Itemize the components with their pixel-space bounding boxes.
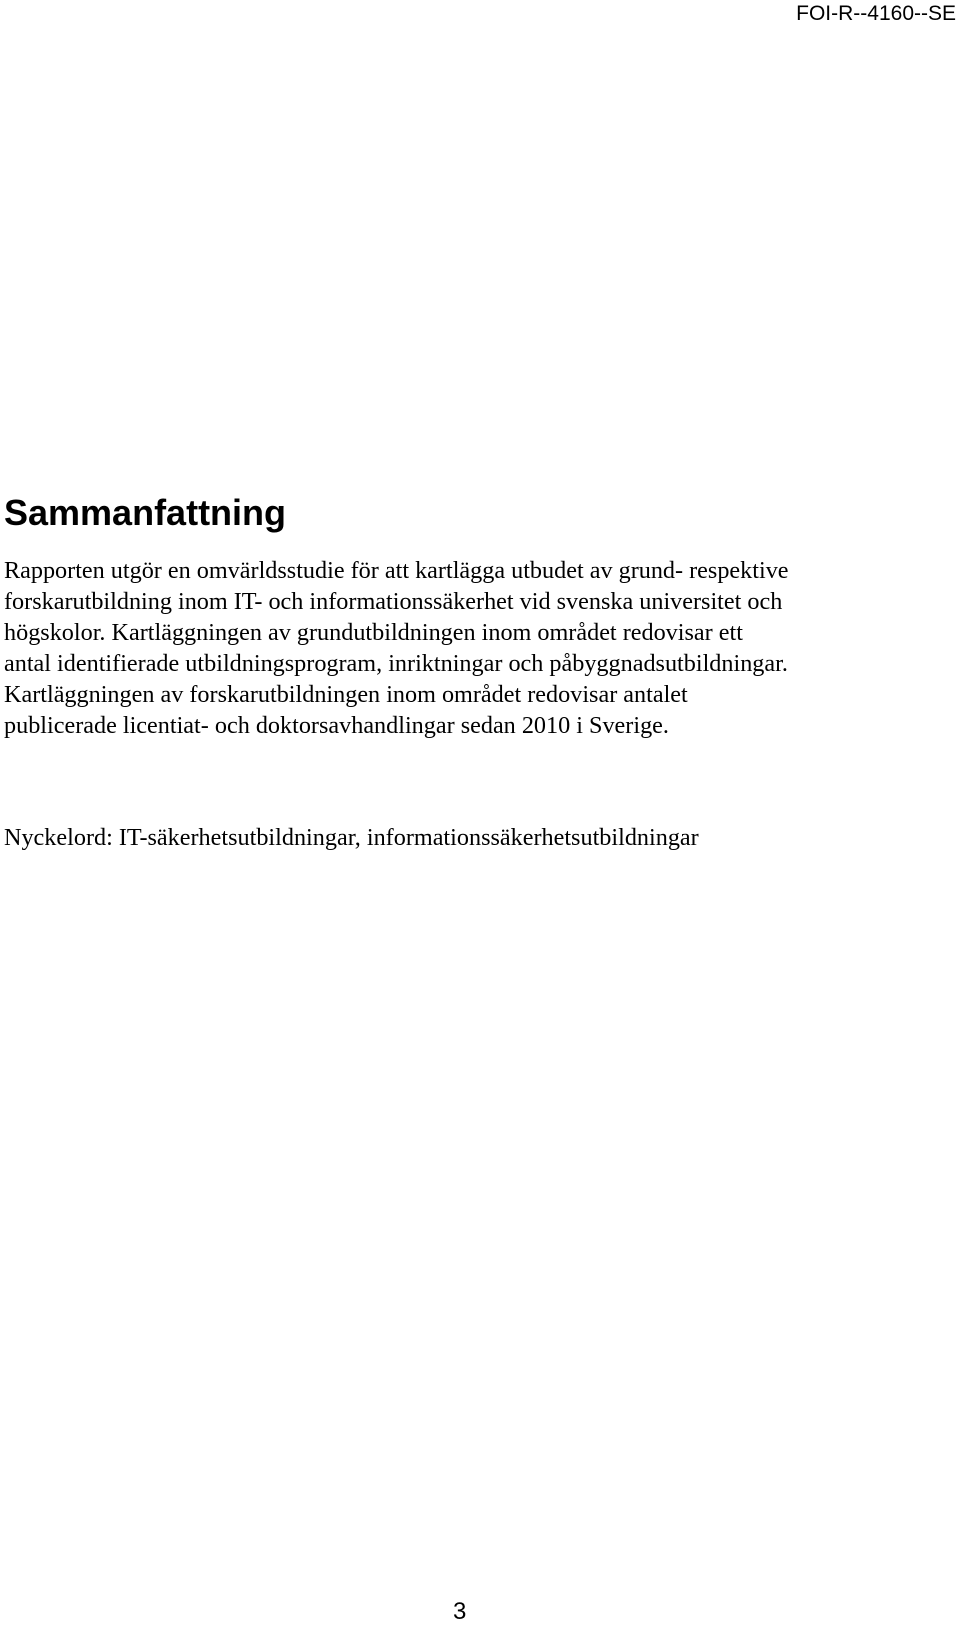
- abstract-line: forskarutbildning inom IT- och informationssäkerhet vid svenska universitet och: [4, 588, 783, 615]
- abstract-line: Kartläggningen av forskarutbildningen inom området redovisar antalet: [4, 681, 688, 708]
- abstract-paragraph: [4, 555, 954, 741]
- section-title: Sammanfattning: [4, 492, 287, 533]
- keywords: Nyckelord: IT-säkerhetsutbildningar, informationssäkerhetsutbildningar: [4, 824, 699, 851]
- abstract-line: antal identifierade utbildningsprogram, inriktningar och påbyggnadsutbildningar.: [4, 650, 788, 677]
- abstract-line: Rapporten utgör en omvärldsstudie för att kartlägga utbudet av grund- respektive: [4, 557, 789, 584]
- report-id: FOI-R--4160--SE: [796, 2, 956, 25]
- page-number: 3: [453, 1598, 467, 1625]
- abstract-line: publicerade licentiat- och doktorsavhandlingar sedan 2010 i Sverige.: [4, 712, 669, 739]
- abstract-line: högskolor. Kartläggningen av grundutbildningen inom området redovisar ett: [4, 619, 743, 646]
